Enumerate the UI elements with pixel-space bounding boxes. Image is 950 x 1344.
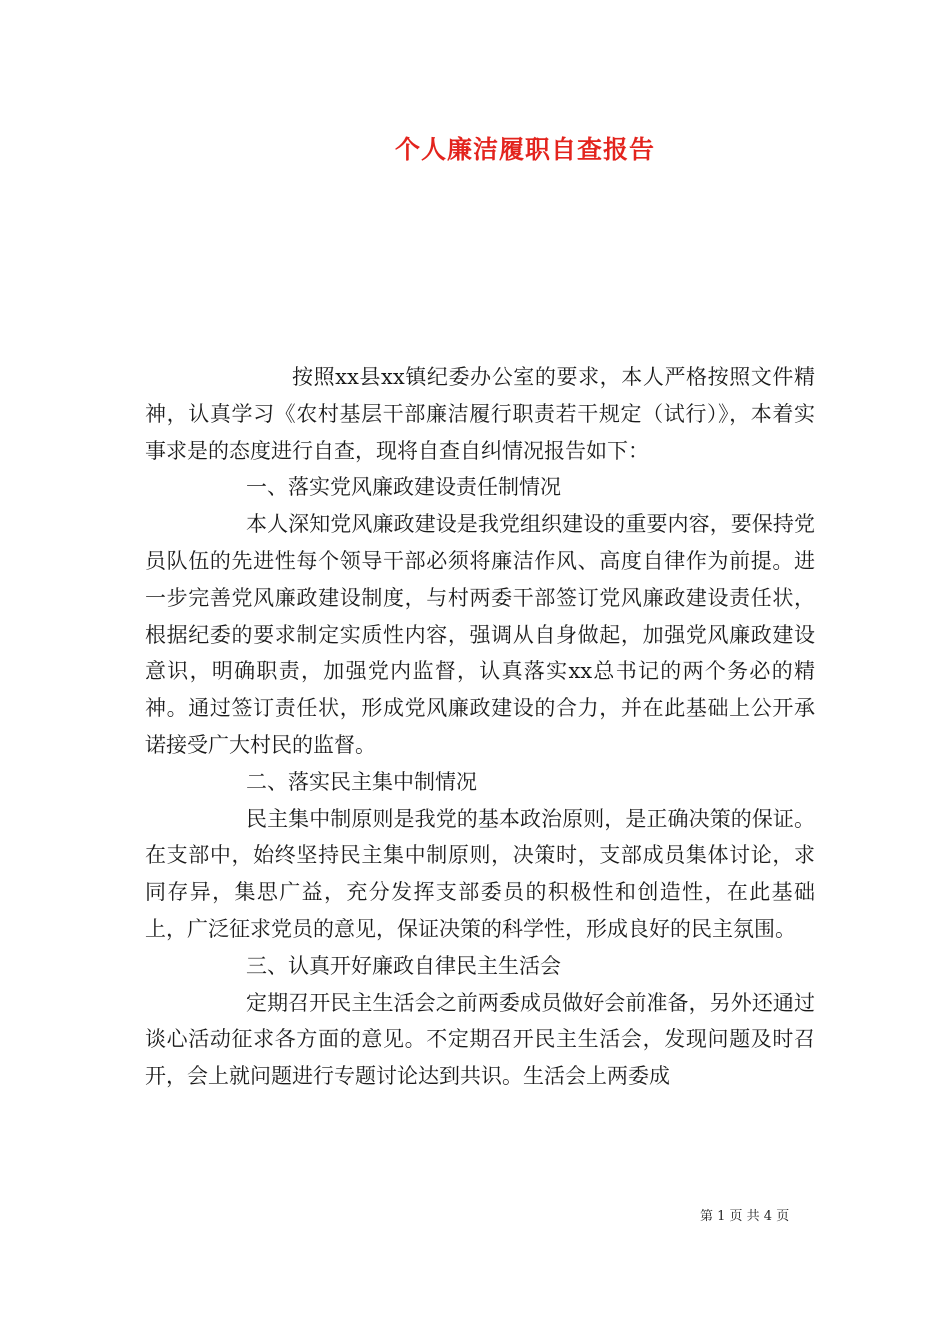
section-heading: 一、落实党风廉政建设责任制情况: [246, 475, 561, 500]
section-heading: 二、落实民主集中制情况: [246, 769, 477, 794]
document-title: 个人廉洁履职自查报告: [394, 135, 655, 164]
section-heading: 三、认真开好廉政自律民主生活会: [246, 953, 561, 978]
section-paragraph: 定期召开民主生活会之前两委成员做好会前准备，另外还通过谈心活动征求各方面的意见。不定期召开民主生活会，发现问题及时召开，会上就问题进行专题讨论达到共识。生活会上两委成: [145, 990, 815, 1089]
intro-paragraph: 按照xx县xx镇纪委办公室的要求，本人严格按照文件精神，认真学习《农村基层干部廉洁履行职责若干规定（试行）》，本着实事求是的态度进行自查，现将自查自纠情况报告如下：: [145, 365, 815, 463]
section-paragraph: 本人深知党风廉政建设是我党组织建设的重要内容，要保持党员队伍的先进性每个领导干部必须将廉洁作风、高度自律作为前提。进一步完善党风廉政建设制度，与村两委干部签订党风廉政建设责任状，根据纪委的要求制定实质性内容，强调从自身做起，加强党风廉政建设意识，明确职责，加强党内监督，认真落实xx总书记的两个务必的精神。通过签订责任状，形成党风廉政建设的合力，并在此基础上公开承诺接受广大村民的监督。: [145, 512, 815, 757]
document-body: [145, 359, 815, 1095]
section-paragraph: 民主集中制原则是我党的基本政治原则，是正确决策的保证。在支部中，始终坚持民主集中制原则，决策时，支部成员集体讨论，求同存异，集思广益，充分发挥支部委员的积极性和创造性，在此基础上，广泛征求党员的意见，保证决策的科学性，形成良好的民主氛围。: [145, 806, 815, 941]
page-number-footer: 第 1 页 共 4 页: [700, 1209, 790, 1224]
